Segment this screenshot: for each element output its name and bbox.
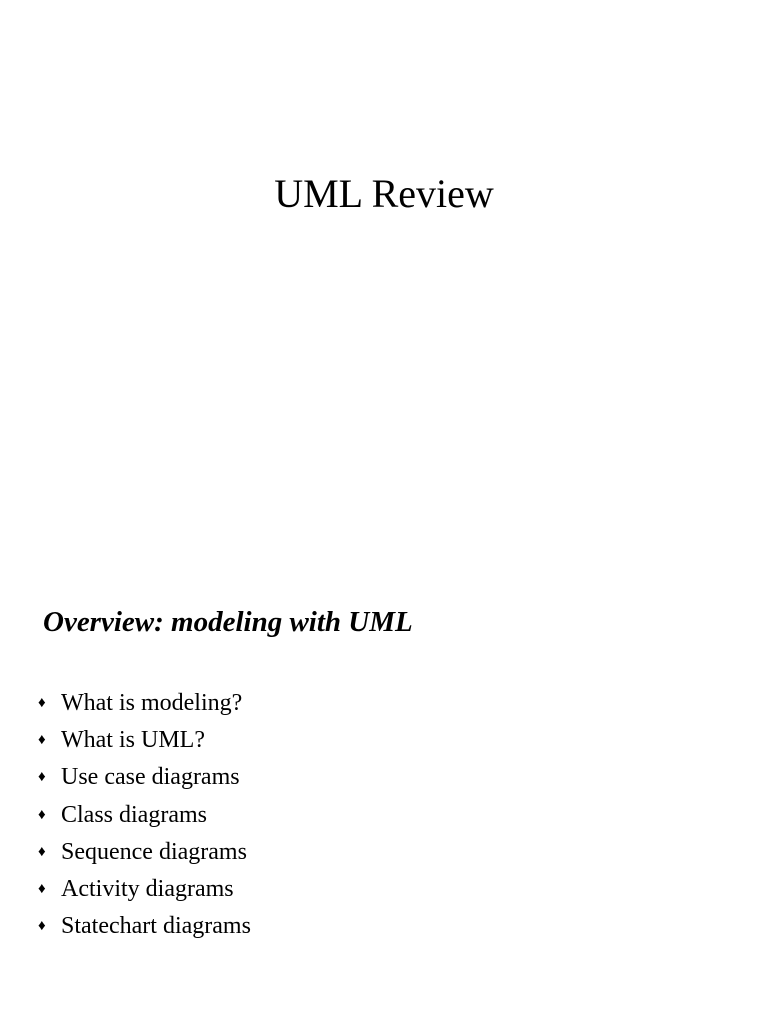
list-item bbox=[38, 721, 251, 758]
diamond-bullet-icon: ♦ bbox=[38, 769, 46, 786]
list-item-label: What is UML? bbox=[61, 726, 205, 753]
list-item-label: What is modeling? bbox=[61, 689, 243, 716]
overview-heading: Overview: modeling with UML bbox=[43, 606, 413, 638]
list-item bbox=[38, 833, 251, 870]
list-item-label: Class diagrams bbox=[61, 801, 207, 828]
list-item-label: Activity diagrams bbox=[61, 876, 234, 903]
diamond-bullet-icon: ♦ bbox=[38, 843, 46, 860]
diamond-bullet-icon: ♦ bbox=[38, 918, 46, 935]
list-item-label: Statechart diagrams bbox=[61, 913, 251, 940]
list-item bbox=[38, 908, 251, 945]
list-item bbox=[38, 796, 251, 833]
diamond-bullet-icon: ♦ bbox=[38, 806, 46, 823]
list-item bbox=[38, 870, 251, 907]
slide-title: UML Review bbox=[274, 171, 494, 216]
list-item-label: Use case diagrams bbox=[61, 764, 240, 791]
list-item bbox=[38, 759, 251, 796]
diamond-bullet-icon: ♦ bbox=[38, 881, 46, 898]
overview-bullet-list bbox=[38, 684, 251, 945]
list-item bbox=[38, 684, 251, 721]
diamond-bullet-icon: ♦ bbox=[38, 731, 46, 748]
list-item-label: Sequence diagrams bbox=[61, 838, 247, 865]
diamond-bullet-icon: ♦ bbox=[38, 694, 46, 711]
